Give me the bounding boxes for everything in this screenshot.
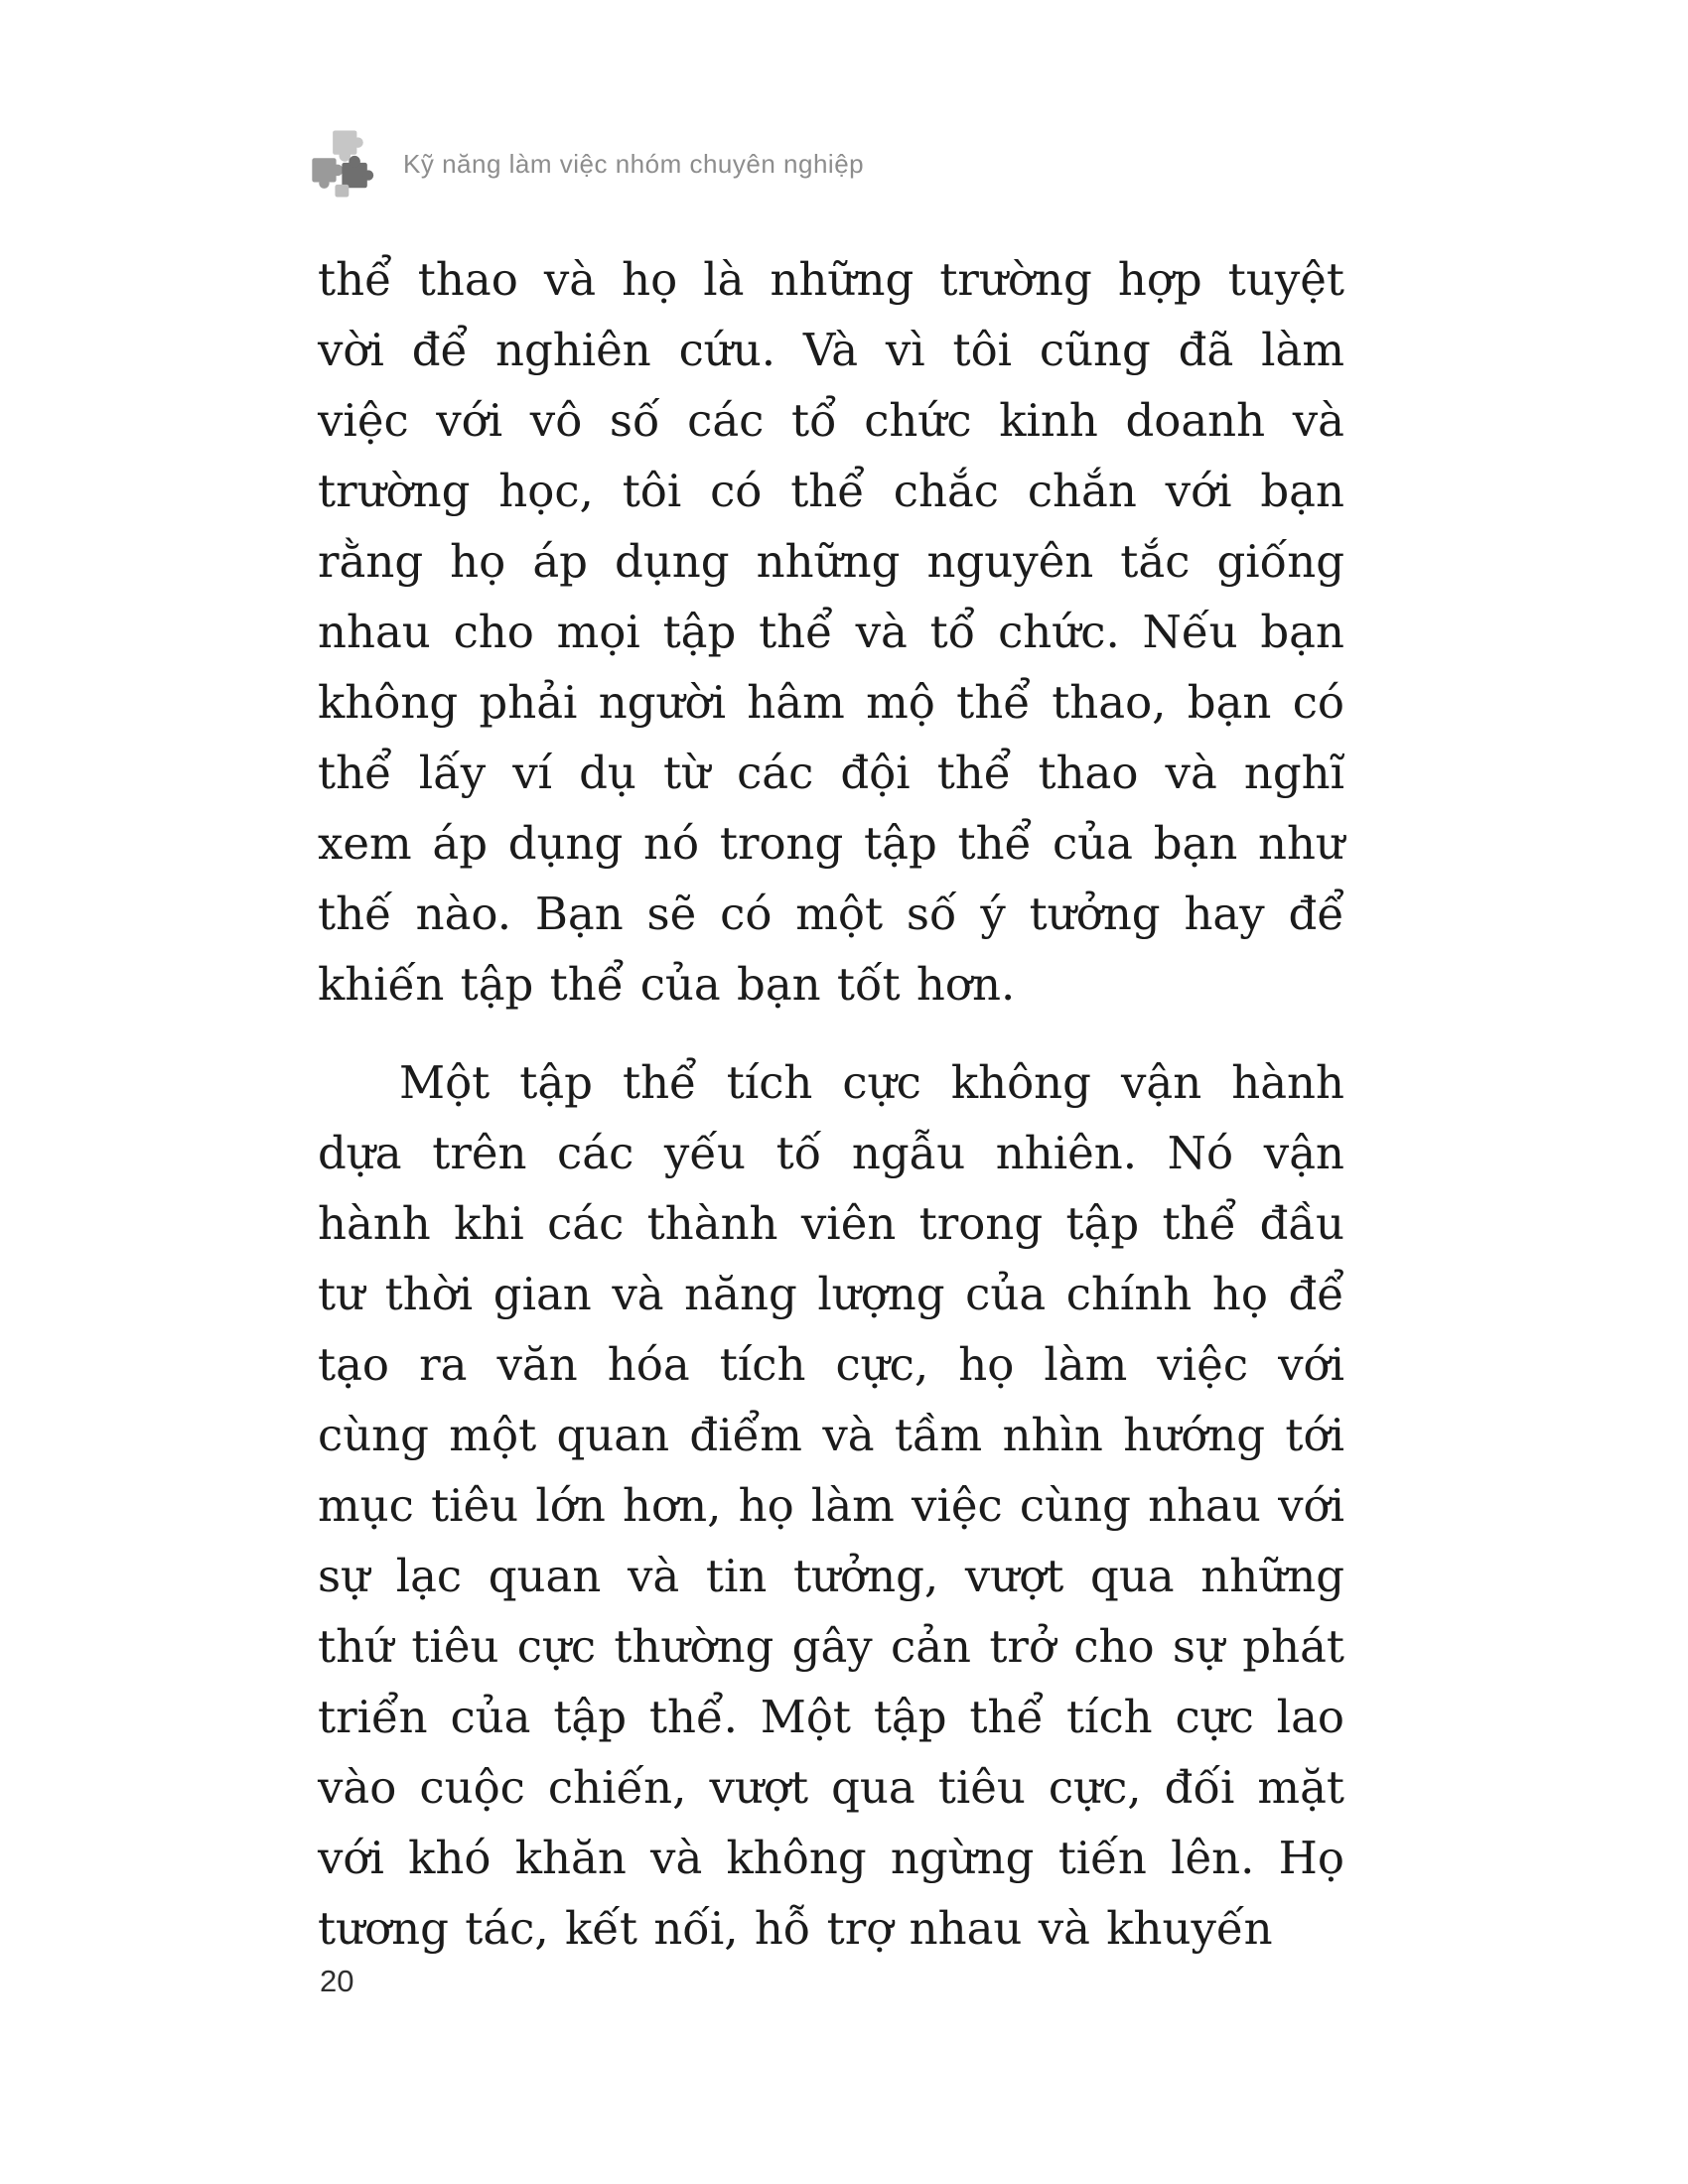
- page-header: [310, 127, 864, 201]
- paragraph-1: thể thao và họ là những trường hợp tuyệt vời để nghiên cứu. Và vì tôi cũng đã làm việc với vô số các tổ chức kinh doanh và trường học, tôi có thể chắc chắn với bạn rằng họ áp dụng những nguyên tắc giống nhau cho mọi tập thể và tổ chức. Nếu bạn không phải người hâm mộ thể thao, bạn có thể lấy ví dụ từ các đội thể thao và nghĩ xem áp dụng nó trong tập thể của bạn như thế nào. Bạn sẽ có một số ý tưởng hay để khiến tập thể của bạn tốt hơn.: [318, 253, 1344, 1011]
- paragraph-2: Một tập thể tích cực không vận hành dựa trên các yếu tố ngẫu nhiên. Nó vận hành khi các thành viên trong tập thể đầu tư thời gian và năng lượng của chính họ để tạo ra văn hóa tích cực, họ làm việc với cùng một quan điểm và tầm nhìn hướng tới mục tiêu lớn hơn, họ làm việc cùng nhau với sự lạc quan và tin tưởng, vượt qua những thứ tiêu cực thường gây cản trở cho sự phát triển của tập thể. Một tập thể tích cực lao vào cuộc chiến, vượt qua tiêu cực, đối mặt với khó khăn và không ngừng tiến lên. Họ tương tác, kết nối, hỗ trợ nhau và khuyến: [318, 1056, 1344, 1955]
- puzzle-icon: [310, 127, 383, 201]
- running-header-title: Kỹ năng làm việc nhóm chuyên nghiệp: [403, 148, 865, 179]
- body-text: [318, 244, 1344, 1964]
- page-number: 20: [320, 1964, 354, 1998]
